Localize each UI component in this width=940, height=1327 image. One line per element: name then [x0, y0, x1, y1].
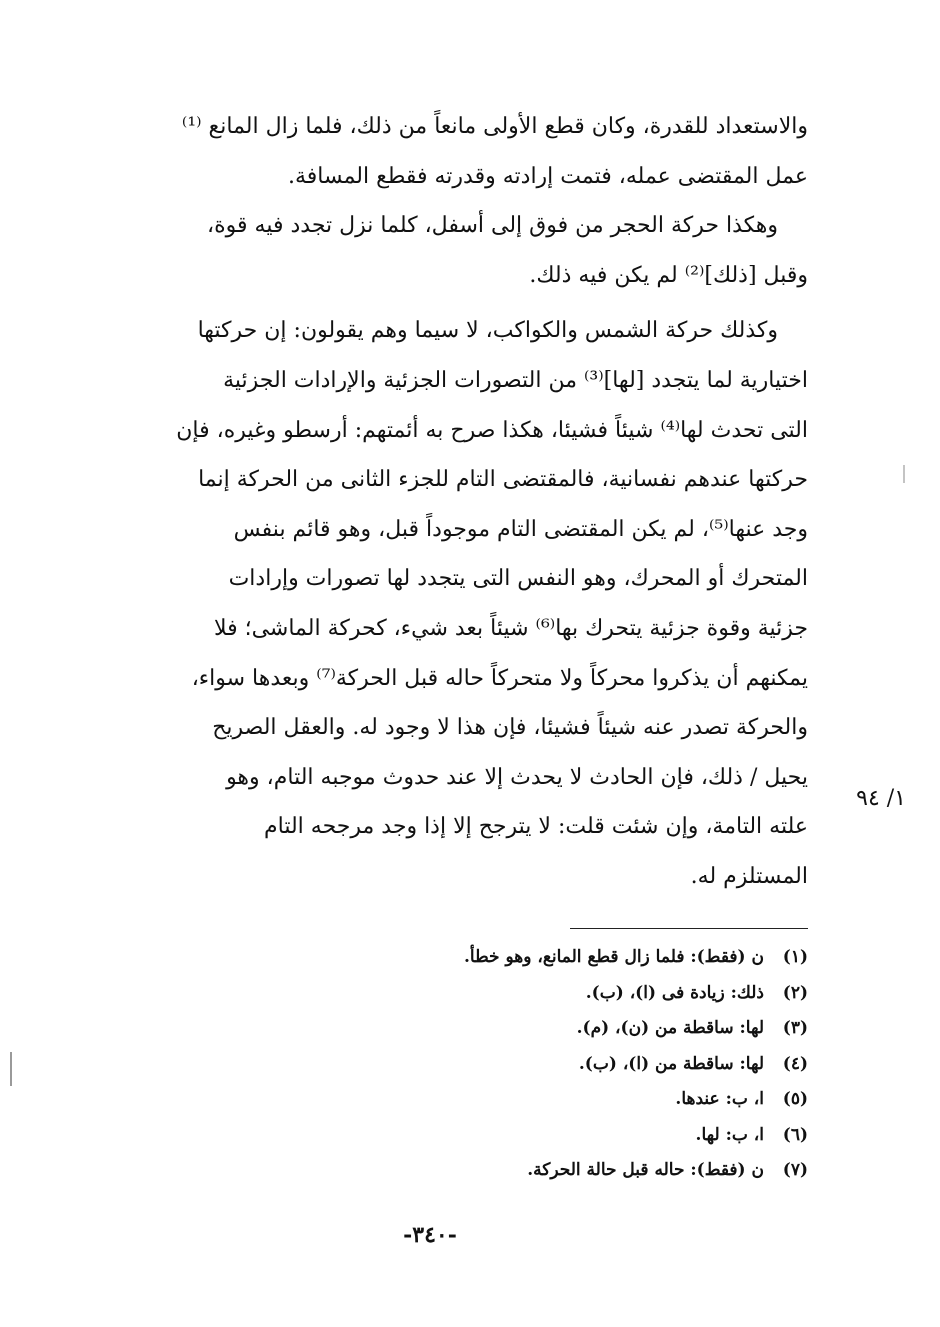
text-line: المستلزم له.	[690, 863, 808, 889]
footnote-number: (٥)	[782, 1089, 808, 1109]
footnote-number: (٧)	[782, 1160, 808, 1180]
text-line: اختيارية لما يتجدد [لها]⁽³⁾ من التصورات الجزئية والإرادات الجزئية	[223, 367, 808, 393]
footnote-text: ن (فقط): فلما زال قطع المانع، وهو خطأ.	[464, 947, 764, 967]
main-text	[100, 102, 808, 902]
footnote	[300, 1082, 808, 1118]
footnote	[300, 976, 808, 1012]
text-line: المتحرك أو المحرك، وهو النفس التى يتجدد لها تصورات وإرادات	[228, 566, 808, 592]
footnote-separator	[570, 928, 808, 929]
text-line: وقبل [ذلك]⁽²⁾ لم يكن فيه ذلك.	[529, 262, 808, 288]
scan-edge-mark	[10, 1052, 12, 1086]
text-line: علته التامة، وإن شئت قلت: لا يترجح إلا إذا وجد مرجحه التام	[264, 814, 808, 840]
page-number: -٣٤٠-	[403, 1222, 457, 1248]
text-line: يحيل / ذلك، فإن الحادث لا يحدث إلا عند حدوث موجبه التام، وهو	[226, 764, 808, 790]
text-line: عمل المقتضى عمله، فتمت إرادته وقدرته فقطع المسافة.	[287, 163, 808, 189]
text-line: والاستعداد للقدرة، وكان قطع الأولى مانعاً من ذلك، فلما زال المانع ⁽¹⁾	[181, 114, 808, 139]
footnote-text: ا، ب: لها.	[695, 1124, 764, 1145]
footnote-number: (٤)	[782, 1053, 808, 1074]
footnote	[300, 1153, 808, 1189]
text-line: وكذلك حركة الشمس والكواكب، لا سيما وهم يقولون: إن حركتها	[197, 318, 778, 344]
footnotes	[300, 940, 808, 1189]
footnote-number: (٣)	[782, 1018, 808, 1038]
text-line: وجد عنها⁽⁵⁾، لم يكن المقتضى التام موجوداً قبل، وهو قائم بنفس	[233, 516, 808, 542]
footnote-text: ا، ب: عندها.	[675, 1089, 764, 1109]
scan-speck	[903, 465, 905, 483]
text-line: والحركة تصدر عنه شيئاً فشيئا، فإن هذا لا وجود له. والعقل الصريح	[212, 715, 808, 741]
footnote-number: (٢)	[782, 982, 808, 1003]
text-line: التى تحدث لها⁽⁴⁾ شيئاً فشيئا، هكذا صرح به أئمتهم: أرسطو وغيره، فإن	[176, 417, 808, 443]
footnote-number: (١)	[782, 947, 808, 967]
text-line: يمكنهم أن يذكروا محركاً ولا متحركاً حاله قبل الحركة⁽⁷⁾ وبعدها سواء،	[191, 665, 808, 691]
footnote-text: لها: ساقطة من (ن)، (م).	[576, 1018, 764, 1038]
footnote	[300, 940, 808, 976]
text-line: وهكذا حركة الحجر من فوق إلى أسفل، كلما نزل تجدد فيه قوة،	[207, 213, 778, 239]
margin-page-reference: ١/ ٩٤	[856, 786, 906, 811]
footnote	[300, 1118, 808, 1154]
footnote-number: (٦)	[782, 1124, 808, 1145]
footnote	[300, 1047, 808, 1083]
footnote-text: لها: ساقطة من (ا)، (ب).	[578, 1053, 764, 1074]
text-line: حركتها عندهم نفسانية، فالمقتضى التام للجزء الثانى من الحركة إنما	[198, 467, 808, 493]
footnote	[300, 1011, 808, 1047]
footnote-text: ن (فقط): حاله قبل حالة الحركة.	[527, 1160, 764, 1180]
text-line: جزئية وقوة جزئية يتحرك بها⁽⁶⁾ شيئاً بعد شيء، كحركة الماشى؛ فلا	[213, 615, 808, 641]
footnote-text: ذلك: زيادة فى (ا)، (ب).	[585, 982, 764, 1003]
